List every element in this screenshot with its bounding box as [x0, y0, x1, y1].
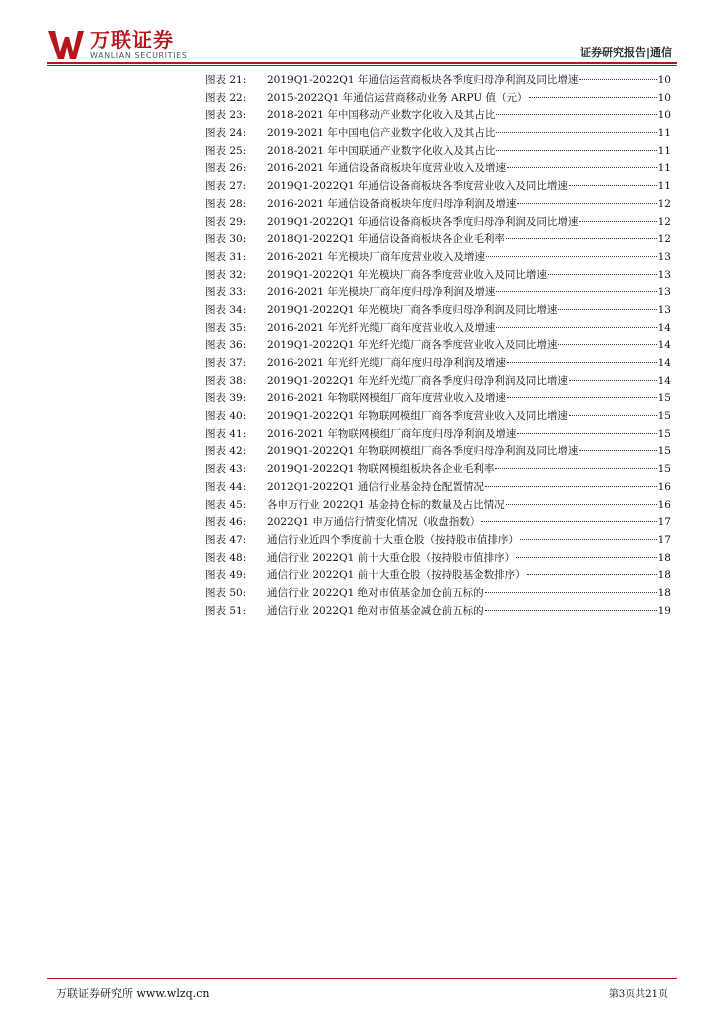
toc-entry-title: 2019Q1-2022Q1 年物联网模组厂商各季度归母净利润及同比增速 — [267, 445, 579, 458]
toc-entry-label: 图表 21: — [205, 74, 247, 86]
toc-entry[interactable] — [205, 373, 671, 391]
toc-entry-label: 图表 50: — [205, 586, 247, 599]
toc-entry[interactable] — [205, 72, 671, 90]
toc-entry-page: 19 — [657, 604, 671, 617]
toc-entry-page: 12 — [657, 215, 671, 228]
toc-entry-title: 通信行业 2022Q1 前十大重仓股（按持股市值排序） — [267, 551, 516, 564]
toc-dot-leader — [485, 486, 657, 487]
toc-entry-page: 11 — [657, 162, 671, 175]
toc-entry-title: 2016-2021 年光纤光缆厂商年度营业收入及增速 — [267, 321, 496, 334]
toc-entry-page: 15 — [657, 445, 671, 458]
toc-entry-title: 2018-2021 年中国联通产业数字化收入及其占比 — [267, 144, 496, 157]
page-number: 第3页共21页 — [608, 989, 668, 1000]
toc-entry-label: 图表 34: — [205, 303, 247, 316]
toc-entry[interactable] — [205, 90, 671, 108]
toc-entry-label: 图表 48: — [205, 551, 247, 564]
toc-dot-leader — [579, 79, 656, 80]
toc-entry-label: 图表 40: — [205, 410, 247, 423]
toc-entry-label: 图表 47: — [205, 533, 247, 546]
toc-entry-title: 2016-2021 年光模块厂商年度营业收入及增速 — [267, 250, 485, 263]
toc-dot-leader — [569, 185, 657, 186]
toc-dot-leader — [486, 256, 657, 257]
toc-entry-page: 14 — [657, 321, 671, 334]
toc-dot-leader — [507, 397, 657, 398]
toc-entry-title: 2019Q1-2022Q1 年光纤光缆厂商各季度营业收入及同比增速 — [267, 339, 558, 352]
toc-entry-title: 2019Q1-2022Q1 年物联网模组厂商各季度营业收入及同比增速 — [267, 410, 568, 423]
toc-entry-label: 图表 42: — [205, 445, 247, 458]
toc-entry-page: 14 — [657, 339, 671, 352]
toc-entry-label: 图表 43: — [205, 463, 247, 476]
toc-dot-leader — [496, 114, 656, 115]
toc-entry-label: 图表 24: — [205, 127, 247, 140]
toc-entry[interactable] — [205, 355, 671, 373]
toc-entry[interactable] — [205, 178, 671, 196]
toc-entry-title: 2019Q1-2022Q1 物联网模组板块各企业毛利率 — [267, 463, 495, 476]
toc-entry[interactable] — [205, 550, 671, 568]
toc-dot-leader — [520, 539, 657, 540]
toc-dot-leader — [517, 203, 656, 204]
toc-entry-label: 图表 27: — [205, 180, 247, 193]
toc-entry-page: 10 — [657, 91, 671, 104]
toc-entry-page: 13 — [657, 250, 671, 263]
toc-entry-label: 图表 26: — [205, 162, 247, 175]
toc-dot-leader — [496, 291, 656, 292]
header-divider — [47, 62, 677, 64]
toc-entry[interactable] — [205, 267, 671, 285]
toc-entry-label: 图表 38: — [205, 374, 247, 387]
toc-dot-leader — [579, 221, 656, 222]
footer-divider — [47, 978, 677, 979]
toc-entry-label: 图表 39: — [205, 392, 247, 405]
toc-entry-title: 2019Q1-2022Q1 年光模块厂商各季度营业收入及同比增速 — [267, 268, 547, 281]
toc-entry[interactable] — [205, 532, 671, 550]
report-category: 证券研究报告|通信 — [579, 46, 672, 59]
toc-entry-label: 图表 44: — [205, 480, 247, 493]
toc-entry[interactable] — [205, 497, 671, 515]
toc-entry-title: 2022Q1 申万通信行情变化情况（收盘指数） — [267, 516, 481, 529]
toc-entry-label: 图表 49: — [205, 569, 247, 582]
toc-entry-title: 2019Q1-2022Q1 年通信运营商板块各季度归母净利润及同比增速 — [267, 74, 579, 86]
toc-entry[interactable] — [205, 107, 671, 125]
toc-dot-leader — [495, 468, 656, 469]
toc-entry-title: 通信行业 2022Q1 前十大重仓股（按持股基金数排序） — [267, 569, 526, 582]
toc-entry[interactable] — [205, 320, 671, 338]
toc-dot-leader — [481, 521, 656, 522]
toc-entry-page: 13 — [657, 303, 671, 316]
toc-dot-leader — [506, 238, 657, 239]
toc-entry-title: 2016-2021 年通信设备商板块年度营业收入及增速 — [267, 162, 506, 175]
toc-entry-page: 17 — [657, 516, 671, 529]
toc-entry[interactable] — [205, 125, 671, 143]
toc-dot-leader — [485, 610, 657, 611]
toc-entry[interactable] — [205, 196, 671, 214]
toc-entry-title: 2016-2021 年光纤光缆厂商年度归母净利润及增速 — [267, 357, 506, 369]
toc-dot-leader — [558, 344, 656, 345]
toc-entry[interactable] — [205, 284, 671, 302]
toc-entry-page: 11 — [657, 180, 671, 193]
toc-dot-leader — [485, 592, 657, 593]
header-divider-thin — [47, 65, 677, 66]
page-header — [0, 0, 724, 66]
toc-entry-title: 2019Q1-2022Q1 年光模块厂商各季度归母净利润及同比增速 — [267, 303, 558, 316]
toc-entry-page: 15 — [657, 410, 671, 423]
toc-entry-title: 通信行业近四个季度前十大重仓股（按持股市值排序） — [267, 533, 519, 546]
toc-entry[interactable] — [205, 514, 671, 532]
toc-entry[interactable] — [205, 214, 671, 232]
toc-entry[interactable] — [205, 408, 671, 426]
toc-entry-page: 11 — [657, 144, 671, 157]
toc-entry-page: 11 — [657, 127, 671, 140]
toc-entry-label: 图表 37: — [205, 357, 247, 369]
logo-english-name: WANLIAN SECURITIES — [90, 51, 188, 60]
toc-entry-page: 15 — [657, 463, 671, 476]
toc-entry-label: 图表 22: — [205, 91, 247, 104]
toc-entry-page: 18 — [657, 551, 671, 564]
toc-entry[interactable] — [205, 337, 671, 355]
toc-dot-leader — [579, 450, 656, 451]
toc-entry-label: 图表 31: — [205, 250, 247, 263]
toc-entry-title: 2016-2021 年物联网模组厂商年度归母净利润及增速 — [267, 427, 517, 440]
toc-entry[interactable] — [205, 302, 671, 320]
toc-entry-page: 16 — [657, 480, 671, 493]
toc-entry-title: 2016-2021 年物联网模组厂商年度营业收入及增速 — [267, 392, 506, 405]
toc-entry[interactable] — [205, 567, 671, 585]
logo-chinese-name: 万联证券 — [90, 28, 174, 52]
toc-entry-page: 14 — [657, 357, 671, 369]
toc-entry-title: 2018Q1-2022Q1 年通信设备商板块各企业毛利率 — [267, 233, 505, 246]
toc-entry-page: 18 — [657, 586, 671, 599]
toc-entry[interactable] — [205, 426, 671, 444]
toc-entry[interactable] — [205, 390, 671, 408]
toc-entry[interactable] — [205, 231, 671, 249]
toc-entry-title: 各申万行业 2022Q1 基金持仓标的数量及占比情况 — [267, 498, 505, 511]
toc-dot-leader — [569, 380, 657, 381]
toc-entry-page: 14 — [657, 374, 671, 387]
toc-dot-leader — [569, 415, 657, 416]
toc-entry-label: 图表 33: — [205, 286, 247, 299]
toc-entry-label: 图表 45: — [205, 498, 247, 511]
toc-entry[interactable] — [205, 585, 671, 603]
toc-entry-page: 13 — [657, 268, 671, 281]
toc-dot-leader — [507, 362, 657, 363]
toc-entry-page: 12 — [657, 233, 671, 246]
toc-entry-label: 图表 28: — [205, 197, 247, 210]
toc-dot-leader — [527, 574, 657, 575]
toc-entry-page: 15 — [657, 392, 671, 405]
toc-entry[interactable] — [205, 160, 671, 178]
toc-entry-page: 10 — [657, 109, 671, 122]
table-of-figures — [205, 72, 671, 620]
toc-entry-page: 16 — [657, 498, 671, 511]
toc-entry[interactable] — [205, 143, 671, 161]
toc-entry-page: 15 — [657, 427, 671, 440]
toc-entry-title: 2019-2021 年中国电信产业数字化收入及其占比 — [267, 127, 496, 140]
toc-entry-title: 2016-2021 年光模块厂商年度归母净利润及增速 — [267, 286, 496, 299]
toc-entry-page: 12 — [657, 197, 671, 210]
toc-dot-leader — [548, 274, 657, 275]
toc-entry[interactable] — [205, 461, 671, 479]
toc-dot-leader — [506, 504, 657, 505]
toc-entry-title: 2019Q1-2022Q1 年光纤光缆厂商各季度归母净利润及同比增速 — [267, 374, 568, 387]
toc-entry-label: 图表 46: — [205, 516, 247, 529]
toc-dot-leader — [507, 167, 657, 168]
toc-entry-page: 18 — [657, 569, 671, 582]
toc-dot-leader — [496, 327, 656, 328]
toc-entry[interactable] — [205, 603, 671, 621]
wanlian-logo-icon — [46, 28, 86, 62]
toc-entry-page: 10 — [657, 74, 671, 86]
toc-entry-title: 2012Q1-2022Q1 通信行业基金持仓配置情况 — [267, 480, 484, 493]
toc-dot-leader — [517, 433, 656, 434]
toc-entry[interactable] — [205, 443, 671, 461]
toc-entry-title: 2019Q1-2022Q1 年通信设备商板块各季度归母净利润及同比增速 — [267, 215, 579, 228]
toc-entry-label: 图表 32: — [205, 268, 247, 281]
company-logo — [46, 28, 187, 62]
toc-entry[interactable] — [205, 479, 671, 497]
toc-entry-label: 图表 36: — [205, 339, 247, 352]
toc-entry-label: 图表 25: — [205, 144, 247, 157]
toc-entry-label: 图表 29: — [205, 215, 247, 228]
toc-entry-label: 图表 30: — [205, 233, 247, 246]
toc-entry-page: 17 — [657, 533, 671, 546]
toc-dot-leader — [516, 557, 656, 558]
toc-entry-title: 通信行业 2022Q1 绝对市值基金加仓前五标的 — [267, 586, 484, 599]
footer-source: 万联证券研究所 www.wlzq.cn — [56, 987, 210, 1000]
toc-entry-title: 通信行业 2022Q1 绝对市值基金减仓前五标的 — [267, 604, 484, 617]
toc-entry-label: 图表 35: — [205, 321, 247, 334]
toc-entry-label: 图表 41: — [205, 427, 247, 440]
toc-dot-leader — [529, 97, 657, 98]
toc-entry-label: 图表 51: — [205, 604, 247, 617]
toc-entry-title: 2016-2021 年通信设备商板块年度归母净利润及增速 — [267, 197, 517, 210]
toc-entry-label: 图表 23: — [205, 109, 247, 122]
toc-entry[interactable] — [205, 249, 671, 267]
toc-dot-leader — [496, 132, 656, 133]
toc-dot-leader — [496, 150, 656, 151]
toc-entry-title: 2015-2022Q1 年通信运营商移动业务 ARPU 值（元） — [267, 91, 528, 104]
toc-entry-page: 13 — [657, 286, 671, 299]
toc-dot-leader — [558, 309, 656, 310]
toc-entry-title: 2019Q1-2022Q1 年通信设备商板块各季度营业收入及同比增速 — [267, 180, 568, 193]
toc-entry-title: 2018-2021 年中国移动产业数字化收入及其占比 — [267, 109, 496, 122]
